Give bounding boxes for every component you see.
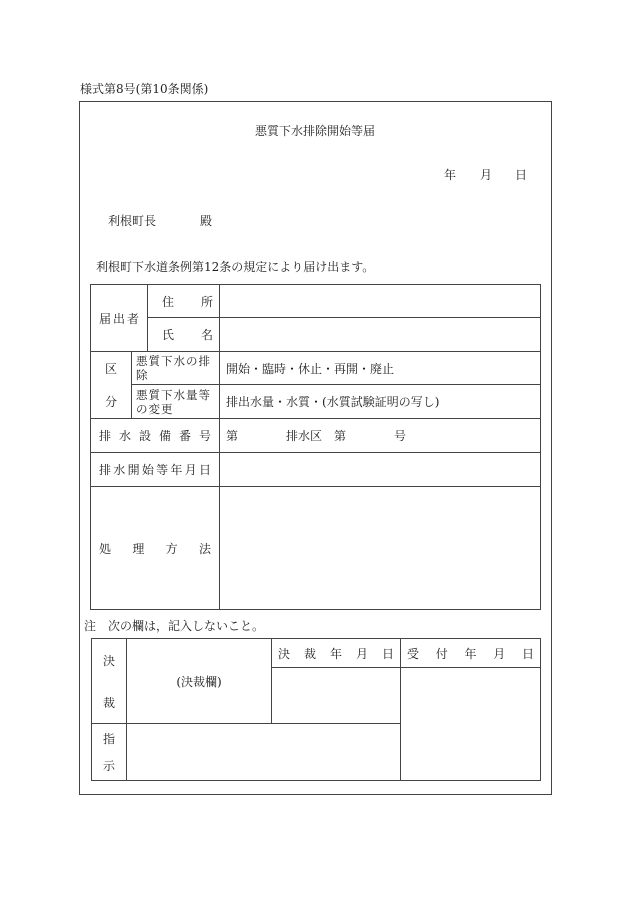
facility-number-label-char4: 備	[159, 429, 172, 443]
instruction-field	[127, 724, 401, 781]
facility-number-label-char2: 水	[119, 429, 132, 443]
treatment-label	[99, 540, 211, 557]
applicant-label-char2: 出	[113, 311, 126, 326]
address-label-char1: 住	[162, 294, 175, 309]
decision-label-char1: 決	[102, 653, 115, 668]
received-date-label	[407, 645, 534, 662]
treatment-label-char2: 理	[132, 541, 145, 556]
addressee-honorific: 殿	[200, 214, 213, 228]
facility-number-label-char1: 排	[99, 429, 112, 443]
address-label	[162, 293, 213, 310]
decision-date-label-char1: 決	[278, 646, 291, 661]
applicant-label-char1: 届	[99, 311, 112, 326]
decision-label	[92, 639, 126, 723]
date-day-label: 日	[515, 168, 528, 182]
decision-date-label-cell	[272, 639, 401, 668]
instruction-label	[92, 725, 126, 780]
category-row2-value[interactable]: 排出水量・水質・(水質試験証明の写し)	[220, 385, 541, 419]
start-date-label-char1: 排	[99, 463, 112, 477]
decision-date-label-char2: 裁	[303, 646, 316, 661]
received-date-label-char2: 付	[435, 646, 448, 661]
application-table	[90, 284, 541, 610]
start-date-label-char7: 月	[184, 463, 197, 477]
applicant-label-char3: 者	[127, 311, 140, 326]
treatment-field[interactable]	[220, 487, 541, 610]
facility-number-label-cell	[91, 419, 220, 453]
received-date-label-char1: 受	[407, 646, 420, 661]
office-use-table	[91, 638, 541, 781]
facility-number-label-char5: 番	[179, 429, 192, 443]
addressee: 利根町長	[108, 214, 157, 228]
decision-label-char2: 裁	[102, 695, 115, 710]
treatment-label-cell	[91, 487, 220, 610]
name-field[interactable]	[220, 318, 541, 352]
category-row1-label: 悪質下水の排除	[132, 352, 220, 385]
facility-number-label	[99, 427, 211, 444]
address-field[interactable]	[220, 285, 541, 318]
instruction-label-char2: 示	[102, 759, 115, 774]
name-label-char2: 名	[201, 328, 214, 342]
start-date-label-char4: 始	[141, 463, 154, 477]
form-number-label: 様式第8号(第10条関係)	[80, 82, 209, 96]
decision-date-label-char4: 月	[355, 646, 368, 661]
form-title: 悪質下水排除開始等届	[254, 124, 375, 138]
category-row2-label: 悪質下水量等の変更	[132, 385, 220, 419]
start-date-label-char3: 開	[127, 463, 140, 477]
facility-number-label-char3: 設	[139, 429, 152, 443]
name-label-char1: 氏	[162, 328, 175, 342]
decision-date-label-char5: 日	[381, 646, 394, 661]
decision-date-label-char3: 年	[329, 646, 342, 661]
category-label-cell	[91, 352, 132, 419]
start-date-field[interactable]	[220, 453, 541, 487]
instruction-label-cell	[92, 724, 127, 781]
office-use-note: 注 次の欄は，記入しないこと。	[84, 619, 265, 633]
date-month-label: 月	[480, 168, 493, 182]
received-date-label-cell	[401, 639, 541, 668]
facility-number-label-char6: 号	[199, 429, 212, 443]
start-date-label-char8: 日	[198, 463, 211, 477]
facility-number-field[interactable]: 第 排水区 第 号	[220, 419, 541, 453]
treatment-label-char4: 法	[198, 541, 211, 556]
name-label	[162, 326, 213, 343]
start-date-label-char2: 水	[113, 463, 126, 477]
start-date-label-cell	[91, 453, 220, 487]
category-row1-value[interactable]: 開始・臨時・休止・再開・廃止	[220, 352, 541, 385]
treatment-label-char3: 方	[165, 541, 178, 556]
decision-field: (決裁欄)	[127, 639, 272, 724]
address-label-cell	[148, 285, 220, 318]
start-date-label-char5: 等	[156, 463, 169, 477]
date-year-label: 年	[444, 168, 457, 182]
name-label-cell	[148, 318, 220, 352]
decision-date-field	[272, 668, 401, 724]
start-date-label-char6: 年	[170, 463, 183, 477]
received-date-label-char4: 月	[493, 646, 506, 661]
received-date-label-char3: 年	[464, 646, 477, 661]
received-stamp-field	[401, 668, 541, 781]
treatment-label-char1: 処	[99, 541, 112, 556]
decision-label-cell	[92, 639, 127, 724]
declaration-statement: 利根町下水道条例第12条の規定により届け出ます。	[96, 260, 375, 274]
received-date-label-char5: 日	[521, 646, 534, 661]
category-label-char2: 分	[104, 395, 117, 409]
decision-date-label	[278, 645, 394, 662]
start-date-label	[99, 461, 211, 478]
instruction-label-char1: 指	[102, 731, 115, 746]
category-label	[91, 352, 131, 418]
applicant-label	[99, 310, 139, 327]
category-label-char1: 区	[104, 362, 117, 376]
applicant-label-cell	[91, 285, 148, 352]
address-label-char2: 所	[201, 294, 214, 309]
